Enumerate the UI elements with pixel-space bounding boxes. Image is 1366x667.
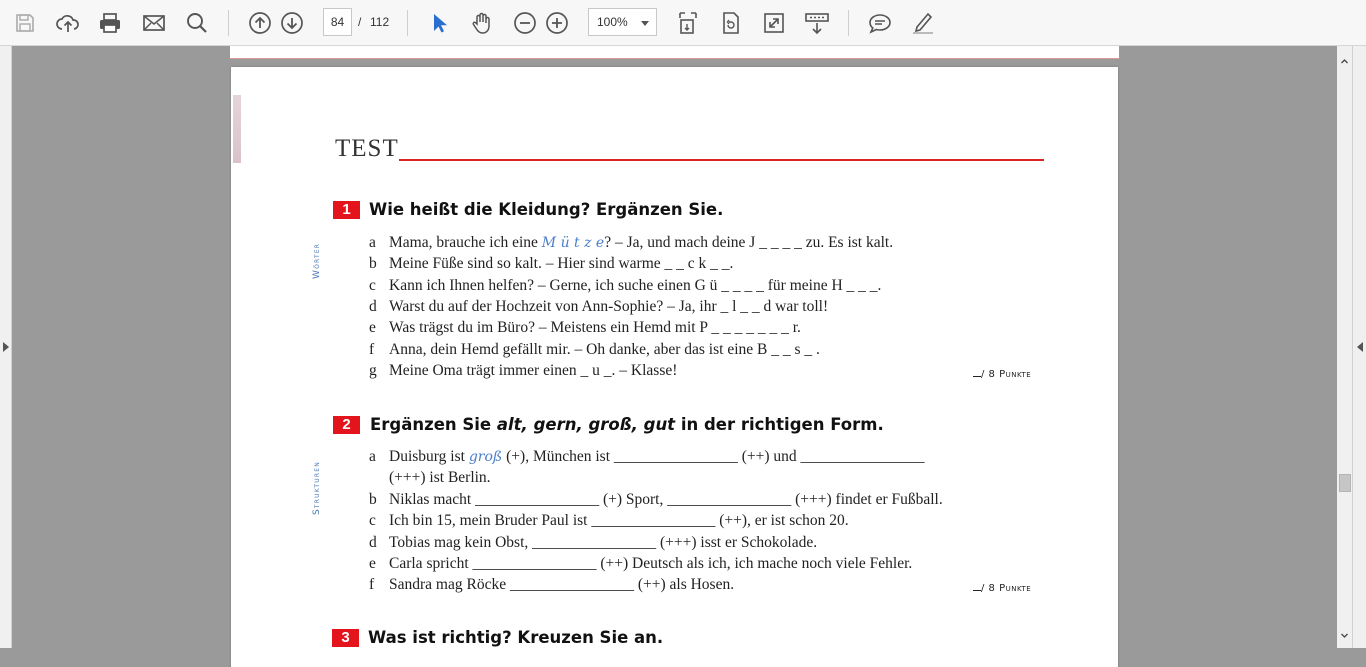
page-up-icon[interactable] [245, 8, 275, 38]
toolbar-divider [228, 10, 229, 36]
exercise-text: ? – Ja, und mach deine J _ _ _ _ zu. Es ist kalt. [604, 234, 894, 251]
zoom-value: 100% [597, 15, 628, 29]
exercise-letter: e [369, 555, 376, 572]
fit-page-icon[interactable] [673, 8, 703, 38]
title-rule [399, 159, 1044, 161]
section-number: 1 [333, 201, 360, 219]
exercise-line [369, 512, 849, 530]
exercise-letter: f [369, 341, 375, 358]
exercise-line [369, 298, 828, 316]
exercise-line [369, 448, 925, 466]
page-total: 112 [370, 15, 390, 29]
exercise-text: Was trägst du im Büro? – Meistens ein Hemd mit P _ _ _ _ _ _ _ r. [389, 319, 801, 336]
exercise-line [369, 534, 817, 552]
toolbar-divider [848, 10, 849, 36]
exercise-line [369, 555, 912, 573]
exercise-letter: c [369, 512, 376, 529]
exercise-letter: g [369, 362, 377, 379]
select-cursor-icon[interactable] [424, 8, 454, 38]
hand-tool-icon[interactable] [467, 8, 497, 38]
exercise-letter: a [369, 448, 376, 465]
exercise-text: Tobias mag kein Obst, ________________ (+++) isst er Schokolade. [389, 534, 818, 551]
search-icon[interactable] [182, 8, 212, 38]
side-label: Strukturen [312, 461, 322, 515]
exercise-line [369, 362, 677, 380]
page-down-icon[interactable] [277, 8, 307, 38]
chevron-down-icon [641, 21, 649, 26]
previous-page [230, 46, 1119, 59]
left-panel-toggle[interactable] [0, 46, 12, 648]
exercise-letter: d [369, 534, 377, 551]
exercise-line [369, 319, 801, 337]
section-title: Wie heißt die Kleidung? Ergänzen Sie. [369, 200, 724, 219]
print-icon[interactable] [95, 8, 125, 38]
exercise-text: Ich bin 15, mein Bruder Paul ist ________________ (++), er ist schon 20. [389, 512, 849, 529]
scan-edge-mark [233, 95, 241, 163]
exercise-letter: d [369, 298, 377, 315]
expand-left-icon [1357, 342, 1363, 352]
exercise-letter: b [369, 255, 377, 272]
handwritten-answer: M ü t z e [541, 235, 605, 251]
section-title: Was ist richtig? Kreuzen Sie an. [368, 628, 664, 647]
section-number: 3 [332, 629, 359, 647]
scroll-up-icon[interactable] [1341, 58, 1348, 65]
side-label: Wörter [312, 242, 322, 279]
document-page [231, 67, 1118, 667]
exercise-text: Kann ich Ihnen helfen? – Gerne, ich suche einen G ü _ _ _ _ für meine H _ _ _. [389, 277, 882, 294]
exercise-text: Carla spricht ________________ (++) Deutsch als ich, ich mache noch viele Fehler. [389, 555, 913, 572]
handwritten-answer: groß [468, 449, 503, 465]
save-icon[interactable] [10, 8, 40, 38]
exercise-line [369, 491, 943, 509]
exercise-text: Warst du auf der Hochzeit von Ann-Sophie? – Ja, ihr _ l _ _ d war toll! [389, 298, 829, 315]
exercise-text: Duisburg ist [389, 448, 469, 465]
right-panel-toggle[interactable] [1352, 46, 1366, 648]
exercise-letter: b [369, 491, 377, 508]
exercise-line [369, 341, 820, 359]
exercise-text: Sandra mag Röcke ________________ (++) als Hosen. [389, 576, 735, 593]
exercise-letter: f [369, 576, 375, 593]
toolbar-divider [407, 10, 408, 36]
points-label: / 8 Punkte [973, 583, 1031, 594]
upload-icon[interactable] [53, 8, 83, 38]
exercise-letter: c [369, 277, 376, 294]
exercise-text: Niklas macht ________________ (+) Sport, ________________ (+++) findet er Fußball. [389, 491, 943, 508]
exercise-text: (+), München ist ________________ (++) und ________________ [502, 448, 925, 465]
section-title: Ergänzen Sie alt, gern, groß, gut in der richtigen Form. [370, 415, 884, 434]
exercise-line [369, 469, 491, 487]
points-label: / 8 Punkte [973, 369, 1031, 380]
page-title: TEST [335, 135, 399, 162]
scroll-thumb[interactable] [1339, 474, 1351, 492]
exercise-text: Meine Oma trägt immer einen _ u _. – Klasse! [389, 362, 678, 379]
comment-icon[interactable] [865, 8, 895, 38]
scroll-down-icon[interactable] [1341, 632, 1348, 639]
vertical-scrollbar[interactable] [1337, 46, 1352, 648]
page-separator: / [358, 15, 362, 29]
rotate-icon[interactable] [716, 8, 746, 38]
expand-right-icon [3, 342, 9, 352]
email-icon[interactable] [139, 8, 169, 38]
exercise-line [369, 255, 733, 273]
exercise-text: Meine Füße sind so kalt. – Hier sind warme _ _ c k _ _. [389, 255, 734, 272]
zoom-out-icon[interactable] [510, 8, 540, 38]
fullscreen-icon[interactable] [759, 8, 789, 38]
exercise-line [369, 576, 734, 594]
read-mode-icon[interactable] [802, 8, 832, 38]
exercise-letter: a [369, 234, 376, 251]
exercise-text: Mama, brauche ich eine [389, 234, 542, 251]
zoom-in-icon[interactable] [542, 8, 572, 38]
exercise-letter: e [369, 319, 376, 336]
toolbar [0, 0, 1366, 46]
section-number: 2 [333, 416, 360, 434]
page-number-input[interactable] [323, 8, 352, 36]
exercise-text: (+++) ist Berlin. [389, 469, 491, 486]
exercise-line [369, 234, 893, 252]
highlight-icon[interactable] [908, 8, 938, 38]
zoom-select[interactable] [588, 8, 657, 36]
exercise-line [369, 277, 881, 295]
exercise-text: Anna, dein Hemd gefällt mir. – Oh danke, aber das ist eine B _ _ s _ . [389, 341, 820, 358]
